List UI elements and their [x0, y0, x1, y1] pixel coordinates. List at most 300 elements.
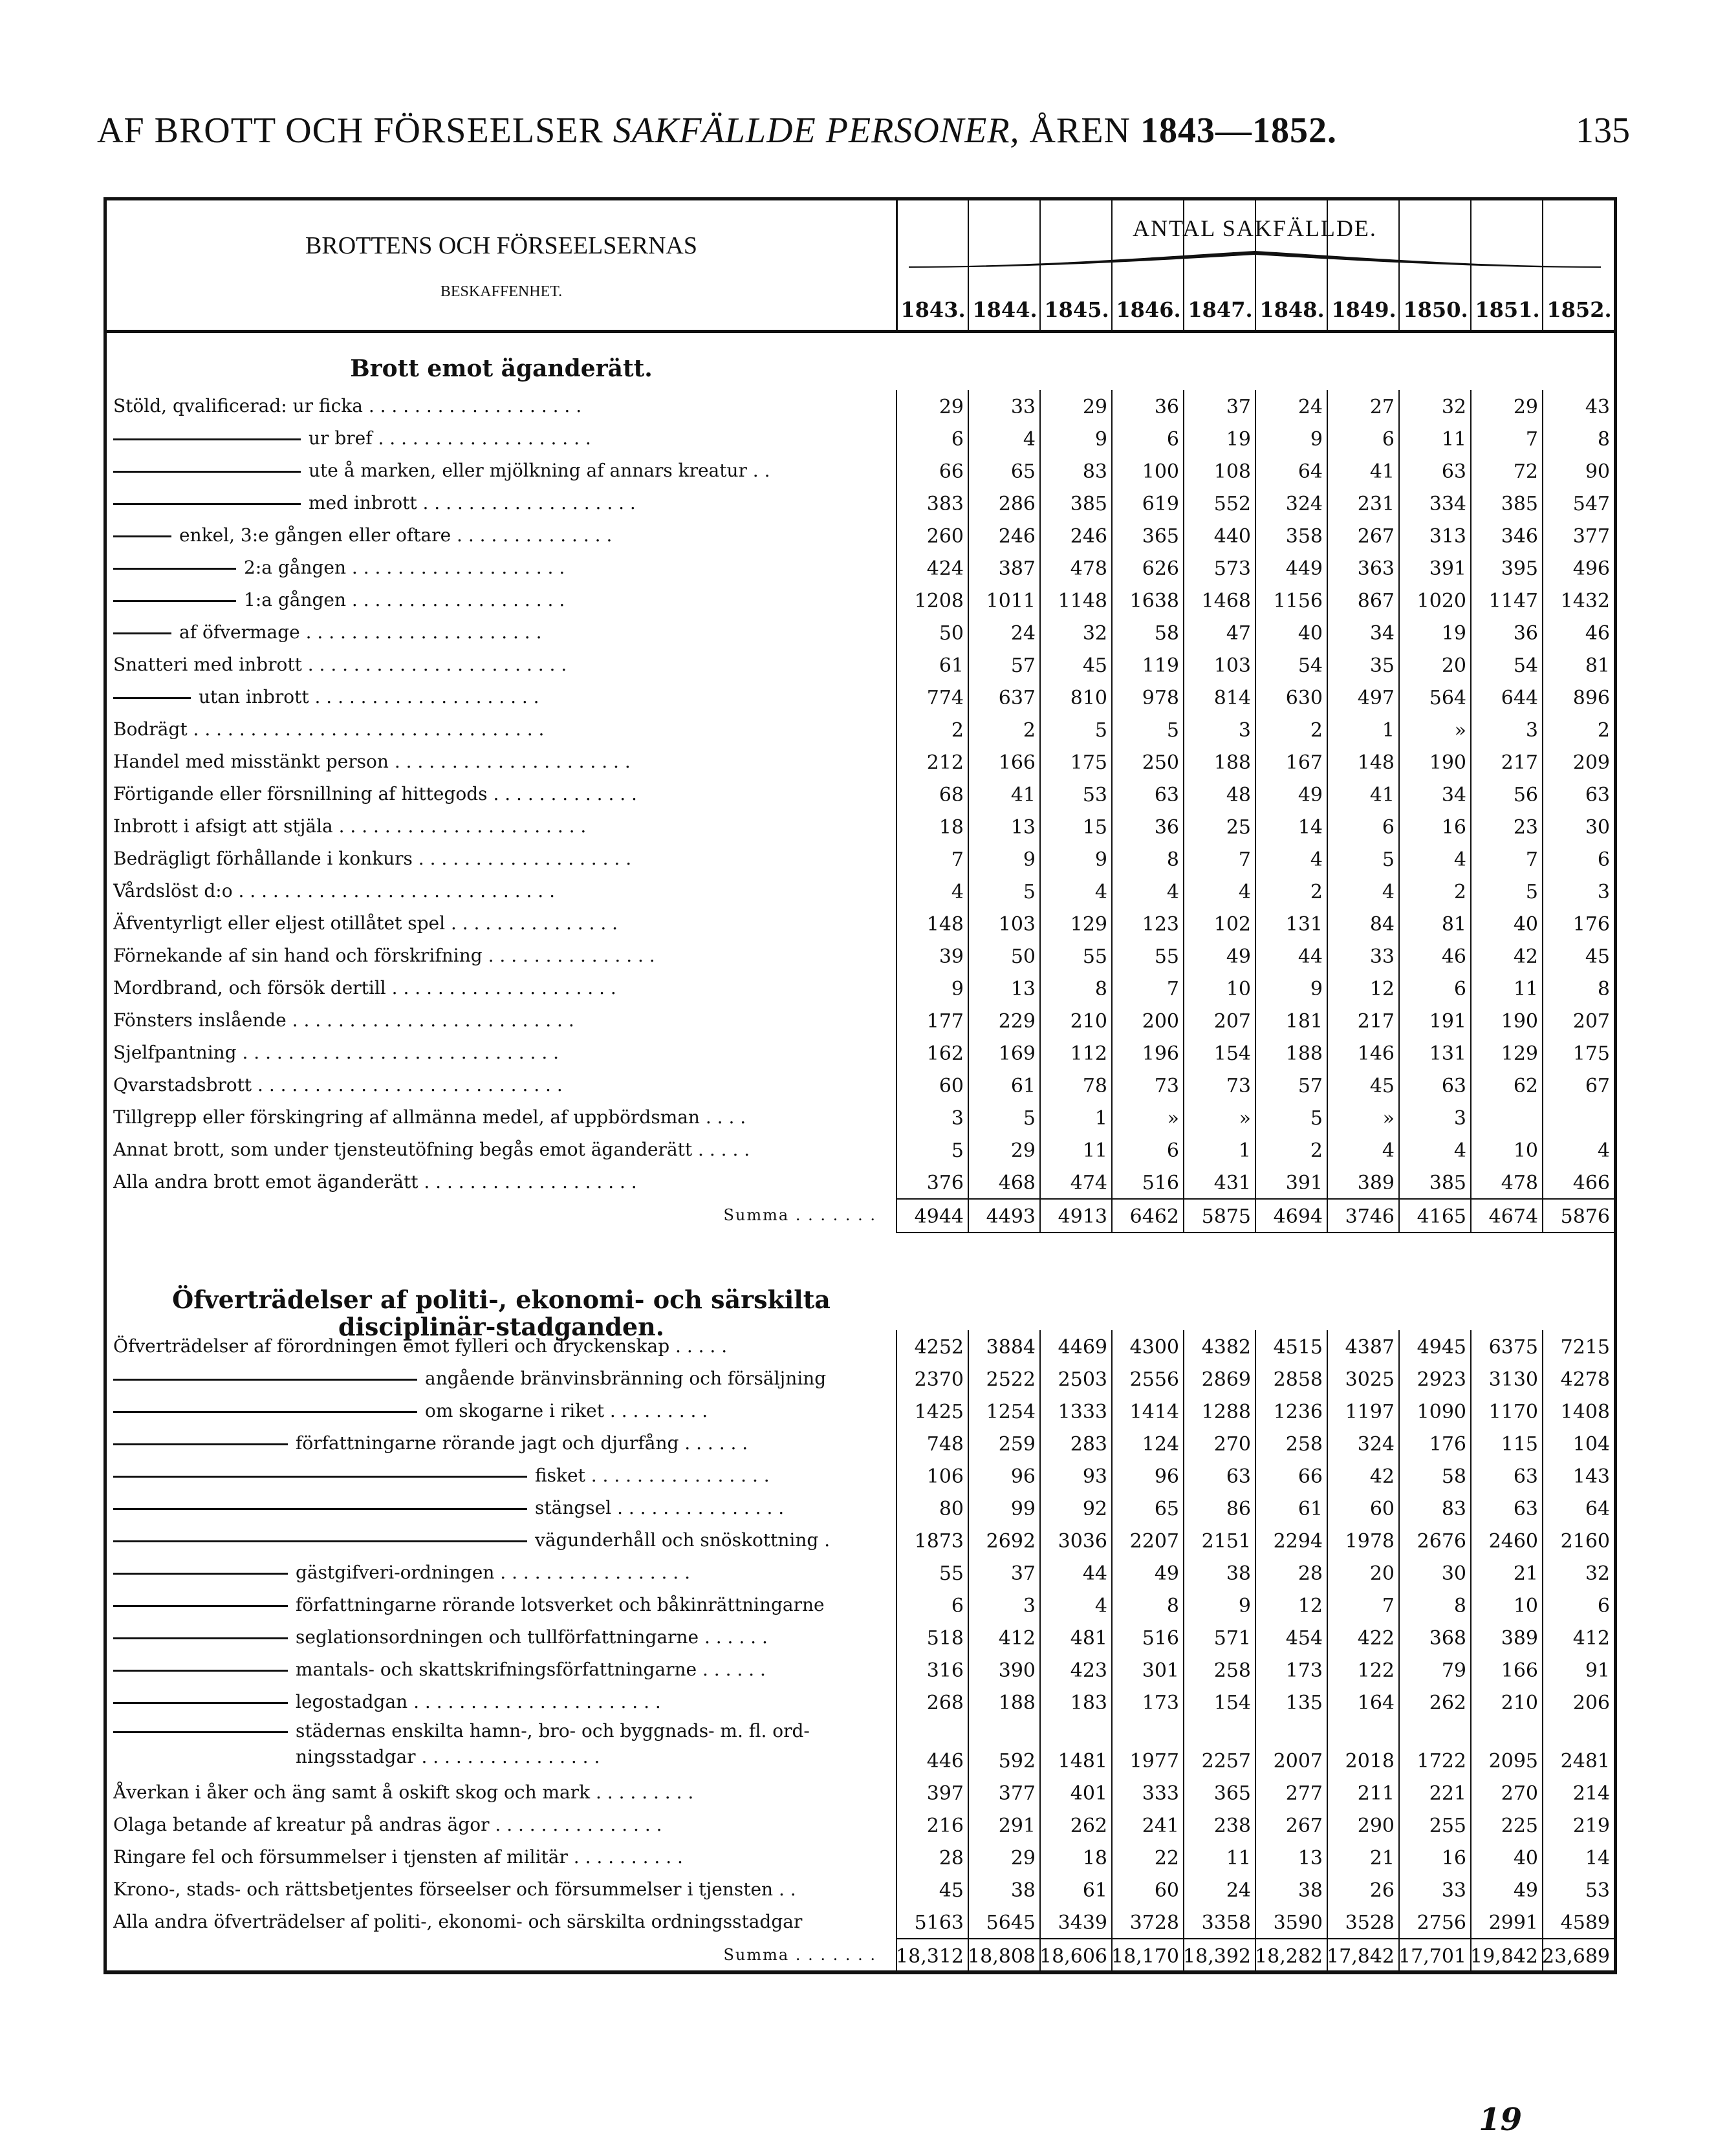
cell-value: 4469: [1058, 1336, 1107, 1359]
value-cell: [1327, 1841, 1400, 1873]
value-cell: [1470, 1069, 1543, 1101]
cell-value: 2207: [1129, 1530, 1179, 1553]
value-cell: [1327, 1809, 1400, 1841]
value-cell: [1470, 972, 1543, 1004]
value-cell: [1039, 1395, 1113, 1427]
year-header: [1255, 200, 1328, 330]
cell-value: 2676: [1417, 1530, 1466, 1553]
value-cell: [896, 1524, 969, 1557]
cell-value: 497: [1357, 687, 1395, 709]
value-cell: [968, 1427, 1041, 1460]
cell-value: 61: [1082, 1879, 1107, 1902]
table-row: [107, 1654, 1614, 1686]
cell-value: 103: [998, 913, 1036, 936]
value-cell: [1039, 1718, 1113, 1776]
value-cell: [1255, 1718, 1328, 1776]
value-cell: [1398, 1198, 1472, 1233]
cell-value: 1408: [1560, 1401, 1610, 1423]
row-label: [113, 1841, 889, 1873]
cell-value: 55: [1082, 945, 1107, 968]
value-cell: [968, 940, 1041, 972]
value-cell: [896, 1589, 969, 1621]
row-label: [113, 584, 889, 616]
value-cell: [1327, 552, 1400, 584]
cell-value: 29: [939, 396, 964, 418]
row-label: [113, 1809, 889, 1841]
table-row: [107, 649, 1614, 681]
row-label-text: Fönsters inslående . . . . . . . . . . . . . . . . . . . . . . . . .: [113, 1009, 574, 1031]
cell-value: 23,689: [1542, 1945, 1610, 1968]
value-cell: [1470, 1427, 1543, 1460]
value-cell: [1183, 1654, 1256, 1686]
value-cell: [1470, 616, 1543, 649]
cell-value: 86: [1226, 1498, 1251, 1520]
cell-value: 217: [1357, 1010, 1395, 1033]
cell-value: 53: [1082, 784, 1107, 806]
cell-value: 19: [1226, 428, 1251, 451]
value-cell: [1542, 1004, 1615, 1037]
value-cell: [1183, 1873, 1256, 1906]
value-cell: [1183, 1004, 1256, 1037]
value-cell: [1542, 1841, 1615, 1873]
table-row: [107, 1395, 1614, 1427]
value-cell: [1255, 422, 1328, 455]
value-cell: [968, 1776, 1041, 1809]
value-cell: [1183, 584, 1256, 616]
cell-value: 63: [1585, 784, 1610, 806]
cell-value: 3: [1525, 719, 1538, 742]
value-cell: [1183, 1460, 1256, 1492]
value-cell: [896, 519, 969, 552]
row-label-text: Snatteri med inbrott . . . . . . . . . . . . . . . . . . . . . . .: [113, 654, 567, 675]
row-label-text: Bodrägt . . . . . . . . . . . . . . . . . . . . . . . . . . . . . . .: [113, 718, 545, 740]
cell-value: 449: [1285, 557, 1323, 580]
cell-value: 8: [1597, 428, 1610, 451]
cell-value: 389: [1501, 1627, 1538, 1650]
cell-value: 200: [1142, 1010, 1179, 1033]
value-cell: [1183, 649, 1256, 681]
cell-value: 23: [1513, 816, 1538, 839]
row-label: [113, 972, 889, 1004]
value-cell: [1111, 746, 1184, 778]
value-cell: [1542, 1809, 1615, 1841]
value-cell: [1039, 552, 1113, 584]
value-cell: [1470, 1589, 1543, 1621]
value-cell: [1255, 1427, 1328, 1460]
cell-value: 5645: [986, 1912, 1036, 1934]
value-cell: [1398, 1134, 1472, 1166]
cell-value: 6: [1453, 978, 1466, 1000]
value-cell: [1183, 907, 1256, 940]
cell-value: 16: [1441, 1847, 1466, 1870]
cell-value: 57: [1298, 1075, 1323, 1097]
value-cell: [1255, 649, 1328, 681]
cell-value: 2481: [1560, 1750, 1610, 1773]
year-header: [1470, 200, 1543, 330]
cell-value: 4493: [986, 1205, 1036, 1228]
value-cell: [1183, 810, 1256, 843]
value-cell: [896, 1069, 969, 1101]
cell-value: 258: [1213, 1659, 1251, 1682]
cell-value: 9: [1094, 848, 1107, 871]
cell-value: 8: [1166, 848, 1179, 871]
value-cell: [896, 713, 969, 746]
value-cell: [1111, 649, 1184, 681]
cell-value: 39: [939, 945, 964, 968]
cell-value: 63: [1513, 1498, 1538, 1520]
value-cell: [1542, 1492, 1615, 1524]
year-label: 1845.: [1044, 297, 1109, 322]
cell-value: 1: [1238, 1139, 1251, 1162]
cell-value: 67: [1585, 1075, 1610, 1097]
cell-value: 129: [1070, 913, 1107, 936]
row-label-text: legostadgan . . . . . . . . . . . . . . . . . . . . . .: [296, 1691, 661, 1712]
value-cell: [1255, 1621, 1328, 1654]
value-cell: [1398, 681, 1472, 713]
cell-value: 246: [998, 525, 1036, 548]
row-label-text: Förtigande eller försnillning af hittegods . . . . . . . . . . . . .: [113, 783, 637, 804]
value-cell: [1039, 455, 1113, 487]
value-cell: [1255, 455, 1328, 487]
cell-value: 3: [1597, 881, 1610, 903]
cell-value: 1170: [1488, 1401, 1538, 1423]
value-cell: [1255, 1460, 1328, 1492]
cell-value: 119: [1142, 654, 1179, 677]
cell-value: 1722: [1417, 1750, 1466, 1773]
value-cell: [1327, 810, 1400, 843]
value-cell: [1398, 584, 1472, 616]
value-cell: [1398, 1776, 1472, 1809]
cell-value: 58: [1441, 1465, 1466, 1488]
cell-value: 173: [1285, 1659, 1323, 1682]
cell-value: 1020: [1417, 590, 1466, 612]
cell-value: 626: [1142, 557, 1179, 580]
row-label: [113, 390, 889, 422]
value-cell: [1183, 519, 1256, 552]
cell-value: 283: [1070, 1433, 1107, 1456]
value-cell: [1255, 1166, 1328, 1198]
cell-value: 40: [1513, 1847, 1538, 1870]
value-cell: [1398, 746, 1472, 778]
ditto-dash: [113, 568, 236, 570]
cell-value: 4: [1382, 881, 1395, 903]
cell-value: 37: [1010, 1562, 1036, 1585]
row-label-text: vägunderhåll och snöskottning .: [535, 1529, 831, 1551]
cell-value: 3884: [986, 1336, 1036, 1359]
cell-value: 3528: [1345, 1912, 1395, 1934]
cell-value: 92: [1082, 1498, 1107, 1520]
ditto-dash: [113, 632, 171, 634]
cell-value: 60: [939, 1075, 964, 1097]
value-cell: [1255, 713, 1328, 746]
table-row: [107, 1621, 1614, 1654]
cell-value: 49: [1298, 784, 1323, 806]
value-cell: [1470, 552, 1543, 584]
value-cell: [896, 1166, 969, 1198]
cell-value: 60: [1154, 1879, 1179, 1902]
value-cell: [1111, 1873, 1184, 1906]
value-cell: [968, 390, 1041, 422]
table-row: [107, 1841, 1614, 1873]
value-cell: [1542, 1427, 1615, 1460]
value-cell: [1542, 1460, 1615, 1492]
cell-value: 262: [1070, 1815, 1107, 1837]
cell-value: 44: [1082, 1562, 1107, 1585]
cell-value: 73: [1154, 1075, 1179, 1097]
row-label-text: Stöld, qvalificerad: ur ficka . . . . . . . . . . . . . . . . . . .: [113, 395, 582, 416]
row-label: [113, 1776, 889, 1809]
cell-value: 2370: [914, 1368, 964, 1391]
value-cell: [1183, 1363, 1256, 1395]
row-label: [113, 1069, 889, 1101]
cell-value: 324: [1285, 493, 1323, 515]
value-cell: [1327, 1363, 1400, 1395]
table-row: [107, 1101, 1614, 1134]
row-label-text: författningarne rörande jagt och djurfång . . . . . .: [296, 1432, 748, 1454]
cell-value: 290: [1357, 1815, 1395, 1837]
value-cell: [1327, 616, 1400, 649]
cell-value: 60: [1369, 1498, 1395, 1520]
row-label-text: angående bränvinsbränning och försäljning: [425, 1368, 827, 1389]
cell-value: 1333: [1058, 1401, 1107, 1423]
cell-value: 21: [1513, 1562, 1538, 1585]
row-label: [113, 1101, 889, 1134]
cell-value: 42: [1513, 945, 1538, 968]
category-column-header: [107, 200, 898, 330]
value-cell: [1542, 810, 1615, 843]
cell-value: 12: [1298, 1595, 1323, 1617]
value-cell: [1542, 455, 1615, 487]
value-cell: [1542, 713, 1615, 746]
year-label: 1844.: [972, 297, 1037, 322]
value-cell: [1542, 1524, 1615, 1557]
year-label: 1851.: [1475, 297, 1540, 322]
row-label: [113, 1004, 889, 1037]
cell-value: 38: [1226, 1562, 1251, 1585]
cell-value: 181: [1285, 1010, 1323, 1033]
value-cell: [1039, 875, 1113, 907]
row-label: [113, 1718, 889, 1776]
value-cell: [1470, 422, 1543, 455]
cell-value: 630: [1285, 687, 1323, 709]
cell-value: 481: [1070, 1627, 1107, 1650]
value-cell: [1255, 519, 1328, 552]
value-cell: [1039, 1809, 1113, 1841]
value-cell: [1111, 1460, 1184, 1492]
value-cell: [896, 1037, 969, 1069]
value-cell: [1327, 1718, 1400, 1776]
value-cell: [968, 713, 1041, 746]
ditto-dash: [113, 471, 301, 473]
row-label-text: Förnekande af sin hand och förskrifning . . . . . . . . . . . . . . .: [113, 945, 655, 966]
cell-value: 4387: [1345, 1336, 1395, 1359]
cell-value: 68: [939, 784, 964, 806]
year-header: [1183, 200, 1256, 330]
value-cell: [896, 1198, 969, 1233]
value-cell: [1398, 1460, 1472, 1492]
row-label: [113, 1621, 889, 1654]
cell-value: 64: [1298, 460, 1323, 483]
cell-value: 446: [926, 1750, 964, 1773]
cell-value: 5: [1166, 719, 1179, 742]
value-cell: [1183, 616, 1256, 649]
cell-value: 124: [1142, 1433, 1179, 1456]
value-cell: [1542, 552, 1615, 584]
cell-value: »: [1454, 719, 1466, 742]
cell-value: 238: [1213, 1815, 1251, 1837]
cell-value: 123: [1142, 913, 1179, 936]
cell-value: 3728: [1129, 1912, 1179, 1934]
cell-value: 431: [1213, 1172, 1251, 1194]
cell-value: 313: [1429, 525, 1466, 548]
value-cell: [1398, 1906, 1472, 1938]
value-cell: [1470, 1621, 1543, 1654]
value-cell: [1327, 519, 1400, 552]
value-cell: [968, 843, 1041, 875]
value-cell: [1398, 1492, 1472, 1524]
table-row: [107, 1427, 1614, 1460]
year-header: [1039, 200, 1113, 330]
cell-value: 29: [1082, 396, 1107, 418]
running-head: [97, 110, 1630, 162]
value-cell: [1542, 907, 1615, 940]
row-label-text: Bedrägligt förhållande i konkurs . . . . . . . . . . . . . . . . . . .: [113, 848, 632, 869]
year-header: [1327, 200, 1400, 330]
cell-value: 104: [1572, 1433, 1610, 1456]
value-cell: [1470, 1841, 1543, 1873]
value-cell: [1542, 1363, 1615, 1395]
cell-value: 6375: [1488, 1336, 1538, 1359]
value-cell: [1542, 875, 1615, 907]
row-label: [113, 940, 889, 972]
value-cell: [1398, 1330, 1472, 1363]
row-label-text: Tillgrepp eller förskingring af allmänna medel, af uppbördsman . . . .: [113, 1106, 746, 1128]
section-heading-property: [107, 333, 1614, 390]
cell-value: 3: [1238, 719, 1251, 742]
value-cell: [1470, 1492, 1543, 1524]
value-cell: [1039, 1069, 1113, 1101]
value-cell: [1111, 1524, 1184, 1557]
category-header-title: BROTTENS OCH FÖRSEELSERNAS: [305, 232, 697, 259]
section-gap: [107, 1231, 1614, 1259]
cell-value: 65: [1010, 460, 1036, 483]
cell-value: 397: [926, 1782, 964, 1805]
cell-value: 2460: [1488, 1530, 1538, 1553]
cell-value: 93: [1082, 1465, 1107, 1488]
ditto-dash: [113, 1670, 288, 1672]
value-cell: [1183, 972, 1256, 1004]
cell-value: 10: [1226, 978, 1251, 1000]
cell-value: 5875: [1201, 1205, 1251, 1228]
cell-value: 277: [1285, 1782, 1323, 1805]
value-cell: [1470, 1363, 1543, 1395]
cell-value: 291: [998, 1815, 1036, 1837]
table-row: [107, 390, 1614, 422]
table-row: [107, 616, 1614, 649]
ditto-dash: [113, 1411, 417, 1413]
cell-value: 2: [1310, 1139, 1323, 1162]
value-cell: [1255, 1363, 1328, 1395]
cell-value: 46: [1441, 945, 1466, 968]
table-row: [107, 1906, 1614, 1938]
value-cell: [896, 422, 969, 455]
cell-value: 2294: [1273, 1530, 1323, 1553]
year-label: 1843.: [900, 297, 966, 322]
cell-value: 6: [951, 1595, 964, 1617]
value-cell: [1111, 1589, 1184, 1621]
value-cell: [1327, 1395, 1400, 1427]
value-cell: [1183, 1938, 1256, 1973]
value-cell: [1470, 907, 1543, 940]
cell-value: 4278: [1560, 1368, 1610, 1391]
value-cell: [1111, 1069, 1184, 1101]
cell-value: 206: [1572, 1692, 1610, 1714]
cell-value: 3025: [1345, 1368, 1395, 1391]
cell-value: 466: [1572, 1172, 1610, 1194]
value-cell: [1255, 1938, 1328, 1973]
cell-value: 2: [1310, 881, 1323, 903]
value-cell: [896, 1004, 969, 1037]
cell-value: 115: [1501, 1433, 1538, 1456]
value-cell: [968, 1330, 1041, 1363]
value-cell: [1183, 1101, 1256, 1134]
value-cell: [1039, 1621, 1113, 1654]
row-label-text: seglationsordningen och tullförfattningarne . . . . . .: [296, 1626, 768, 1648]
value-cell: [1542, 1134, 1615, 1166]
cell-value: 2007: [1273, 1750, 1323, 1773]
cell-value: 2095: [1488, 1750, 1538, 1773]
row-label-text: författningarne rörande lotsverket och båkinrättningarne: [296, 1594, 825, 1615]
year-label: 1847.: [1188, 297, 1253, 322]
cell-value: 377: [998, 1782, 1036, 1805]
cell-value: 190: [1429, 751, 1466, 774]
value-cell: [968, 1906, 1041, 1938]
row-label: [113, 1589, 889, 1621]
cell-value: 44: [1298, 945, 1323, 968]
table-row: [107, 713, 1614, 746]
cell-value: 368: [1429, 1627, 1466, 1650]
value-cell: [1542, 1166, 1615, 1198]
value-cell: [1183, 455, 1256, 487]
cell-value: 46: [1585, 622, 1610, 645]
cell-value: 19,842: [1470, 1945, 1538, 1968]
row-label-text: af öfvermage . . . . . . . . . . . . . . . . . . . . .: [179, 621, 542, 643]
cell-value: 196: [1142, 1042, 1179, 1065]
cell-value: 250: [1142, 751, 1179, 774]
cell-value: 260: [926, 525, 964, 548]
value-cell: [1111, 616, 1184, 649]
cell-value: 496: [1572, 557, 1610, 580]
cell-value: 1148: [1058, 590, 1107, 612]
value-cell: [1470, 1004, 1543, 1037]
cell-value: 231: [1357, 493, 1395, 515]
table-row: [107, 1524, 1614, 1557]
value-cell: [1398, 1395, 1472, 1427]
cell-value: 7: [1166, 978, 1179, 1000]
cell-value: 748: [926, 1433, 964, 1456]
cell-value: 286: [998, 493, 1036, 515]
cell-value: 478: [1501, 1172, 1538, 1194]
value-cell: [1183, 713, 1256, 746]
row-label: [113, 519, 889, 552]
cell-value: 4300: [1129, 1336, 1179, 1359]
cell-value: 41: [1369, 460, 1395, 483]
value-cell: [1039, 390, 1113, 422]
cell-value: 154: [1213, 1042, 1251, 1065]
row-label-text: Mordbrand, och försök dertill . . . . . . . . . . . . . . . . . . . .: [113, 977, 616, 998]
value-cell: [1542, 746, 1615, 778]
value-cell: [1398, 907, 1472, 940]
